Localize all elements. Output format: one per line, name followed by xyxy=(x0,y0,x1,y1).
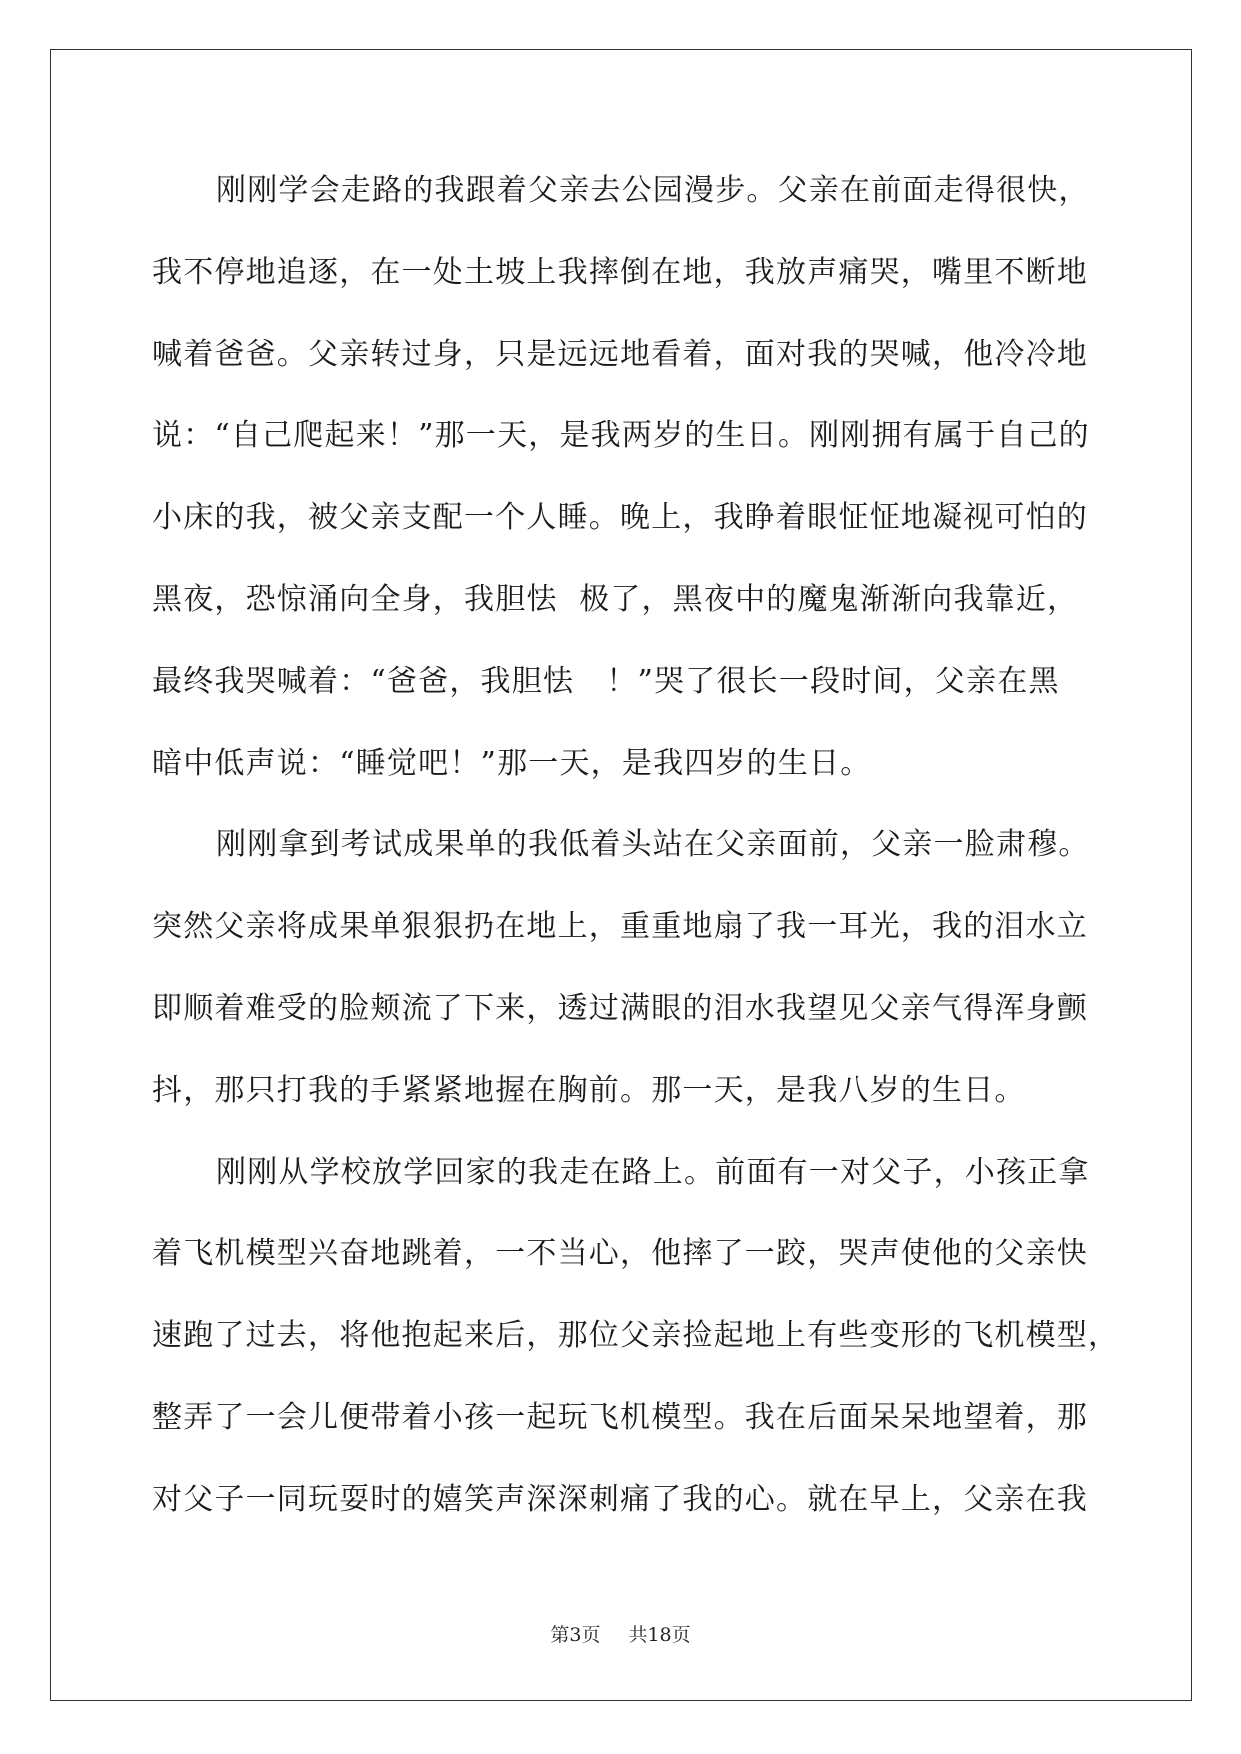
paragraph-3-line-1: 刚刚从学校放学回家的我走在路上。前面有一对父子，小孩正拿 xyxy=(216,1154,1090,1190)
paragraph-2-line-3: 即顺着难受的脸颊流了下来，透过满眼的泪水我望见父亲气得浑身颤 xyxy=(152,990,1088,1026)
document-body xyxy=(152,150,1120,1541)
paragraph-1-line-3: 喊着爸爸。父亲转过身，只是远远地看着，面对我的哭喊，他冷冷地 xyxy=(152,336,1088,372)
paragraph-3-line-4: 整弄了一会儿便带着小孩一起玩飞机模型。我在后面呆呆地望着，那 xyxy=(152,1399,1088,1435)
paragraph-1-line-4: 说：“自己爬起来！”那一天，是我两岁的生日。刚刚拥有属于自己的 xyxy=(152,418,1090,454)
paragraph-2-line-2: 突然父亲将成果单狠狠扔在地上，重重地扇了我一耳光，我的泪水立 xyxy=(152,909,1088,945)
paragraph-1-line-1: 刚刚学会走路的我跟着父亲去公园漫步。父亲在前面走得很快， xyxy=(216,173,1090,208)
paragraph-1-line-8: 暗中低声说：“睡觉吧！”那一天，是我四岁的生日。 xyxy=(152,745,872,781)
paragraph-3-line-3: 速跑了过去，将他抱起来后，那位父亲捡起地上有些变形的飞机模型， xyxy=(152,1318,1120,1354)
paragraph-1-line-5: 小床的我，被父亲支配一个人睡。晚上，我睁着眼怔怔地凝视可怕的 xyxy=(152,500,1088,536)
paragraph-1-line-7: 最终我哭喊着：“爸爸，我胆怯 ！”哭了很长一段时间，父亲在黑 xyxy=(152,663,1060,699)
paragraph-3-line-2: 着飞机模型兴奋地跳着，一不当心，他摔了一跤，哭声使他的父亲快 xyxy=(152,1236,1088,1272)
page-footer xyxy=(0,1620,1241,1647)
paragraph-1-line-2: 我不停地追逐，在一处土坡上我摔倒在地，我放声痛哭，嘴里不断地 xyxy=(152,254,1088,290)
page-number: 第3页 xyxy=(550,1624,601,1646)
paragraph-3-line-5: 对父子一同玩耍时的嬉笑声深深刺痛了我的心。就在早上，父亲在我 xyxy=(152,1481,1088,1517)
page-total: 共18页 xyxy=(628,1624,691,1646)
paragraph-2-line-4: 抖，那只打我的手紧紧地握在胸前。那一天，是我八岁的生日。 xyxy=(152,1072,1026,1108)
paragraph-2-line-1: 刚刚拿到考试成果单的我低着头站在父亲面前，父亲一脸肃穆。 xyxy=(216,827,1090,863)
paragraph-1-line-6: 黑夜，恐惊涌向全身，我胆怯 极了，黑夜中的魔鬼渐渐向我靠近， xyxy=(152,581,1079,617)
